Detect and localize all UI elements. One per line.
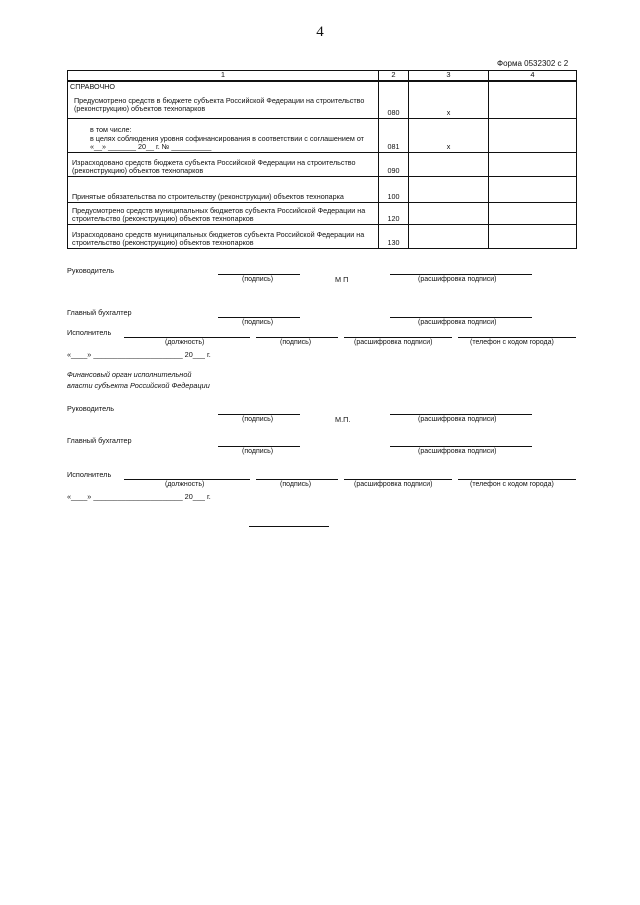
- header-col-1: 1: [68, 71, 379, 81]
- form-code: Форма 0532302 с 2: [497, 59, 569, 68]
- executor-position-line-1: [124, 337, 250, 338]
- stamp-label-2: М.П.: [335, 415, 351, 424]
- table-row: [68, 81, 577, 119]
- page-number: 4: [316, 24, 324, 40]
- phone-caption: (телефон с кодом города): [470, 339, 554, 346]
- row-label: Израсходовано средств бюджета субъекта Российской Федерации на строительство (реконструкцию) объектов технопарков: [68, 153, 379, 177]
- financial-body-line-2: власти субъекта Российской Федерации: [67, 381, 210, 390]
- row-col4: [489, 81, 577, 119]
- chief-decoding-line-1: [390, 317, 532, 318]
- chief-signature-line-2: [218, 446, 300, 447]
- row-code: 100: [379, 177, 409, 203]
- executor-decoding-line-1: [344, 337, 452, 338]
- decoding-caption: (расшифровка подписи): [354, 339, 433, 346]
- row-col3: x: [409, 119, 489, 153]
- executor-phone-line-1: [458, 337, 576, 338]
- decoding-caption: (расшифровка подписи): [418, 276, 497, 283]
- row-col3: [409, 225, 489, 249]
- chief-accountant-label-2: Главный бухгалтер: [67, 436, 132, 445]
- chief-decoding-line-2: [390, 446, 532, 447]
- row-col4: [489, 177, 577, 203]
- head-signature-line-1: [218, 274, 300, 275]
- header-col-2: 2: [379, 71, 409, 81]
- table-row: [68, 177, 577, 203]
- row-col3: [409, 153, 489, 177]
- position-caption: (должность): [165, 481, 205, 488]
- signature-caption: (подпись): [242, 319, 274, 326]
- head-decoding-line-1: [390, 274, 532, 275]
- row-label: Принятые обязательства по строительству (реконструкции) объектов технопарка: [68, 177, 379, 203]
- row-col4: [489, 119, 577, 153]
- chief-accountant-label-1: Главный бухгалтер: [67, 308, 132, 317]
- row-code: 120: [379, 203, 409, 225]
- signature-caption: (подпись): [242, 416, 274, 423]
- executor-label-2: Исполнитель: [67, 470, 112, 479]
- executor-position-line-2: [124, 479, 250, 480]
- executor-phone-line-2: [458, 479, 576, 480]
- report-table: [67, 70, 577, 249]
- head-decoding-line-2: [390, 414, 532, 415]
- row-col4: [489, 225, 577, 249]
- table-row: [68, 153, 577, 177]
- table-row: [68, 203, 577, 225]
- executor-decoding-line-2: [344, 479, 452, 480]
- row-label: Израсходовано средств муниципальных бюджетов субъекта Российской Федерации на строительство (реконструкцию) объектов технопарков: [68, 225, 379, 249]
- row-code: 080: [379, 81, 409, 119]
- row-col4: [489, 203, 577, 225]
- financial-body-line-1: Финансовый орган исполнительной: [67, 370, 192, 379]
- section-title: СПРАВОЧНО: [70, 81, 116, 91]
- head-label-1: Руководитель: [67, 266, 115, 275]
- row-label: Предусмотрено средств в бюджете субъекта Российской Федерации на строительство (реконструкцию) объектов технопарков: [74, 95, 365, 114]
- executor-label-1: Исполнитель: [67, 328, 112, 337]
- row-col4: [489, 153, 577, 177]
- row-code: 130: [379, 225, 409, 249]
- row-code: 081: [379, 119, 409, 153]
- stamp-label-1: М П: [335, 275, 349, 284]
- row-col3: [409, 203, 489, 225]
- row-label: в том числе: в целях соблюдения уровня софинансирования в соответствии с соглашением от «__» _______ 20__ г. № __________: [68, 119, 379, 153]
- head-label-2: Руководитель: [67, 404, 115, 413]
- decoding-caption: (расшифровка подписи): [354, 481, 433, 488]
- decoding-caption: (расшифровка подписи): [418, 448, 497, 455]
- signature-caption: (подпись): [280, 481, 312, 488]
- closing-divider: [249, 526, 329, 527]
- row-label: Предусмотрено средств муниципальных бюджетов субъекта Российской Федерации на строительство (реконструкцию) объектов технопарков: [68, 203, 379, 225]
- executor-signature-line-1: [256, 337, 338, 338]
- header-col-3: 3: [409, 71, 489, 81]
- decoding-caption: (расшифровка подписи): [418, 416, 497, 423]
- executor-signature-line-2: [256, 479, 338, 480]
- table-header-row: [68, 71, 577, 81]
- date-line-1: «____» ______________________ 20___ г.: [67, 350, 211, 359]
- row-col3: x: [409, 81, 489, 119]
- row-code: 090: [379, 153, 409, 177]
- row-col3: [409, 177, 489, 203]
- position-caption: (должность): [165, 339, 205, 346]
- chief-signature-line-1: [218, 317, 300, 318]
- table-row: [68, 225, 577, 249]
- phone-caption: (телефон с кодом города): [470, 481, 554, 488]
- signature-caption: (подпись): [242, 448, 274, 455]
- decoding-caption: (расшифровка подписи): [418, 319, 497, 326]
- signature-caption: (подпись): [242, 276, 274, 283]
- header-col-4: 4: [489, 71, 577, 81]
- head-signature-line-2: [218, 414, 300, 415]
- date-line-2: «____» ______________________ 20___ г.: [67, 492, 211, 501]
- signature-caption: (подпись): [280, 339, 312, 346]
- table-row: [68, 119, 577, 153]
